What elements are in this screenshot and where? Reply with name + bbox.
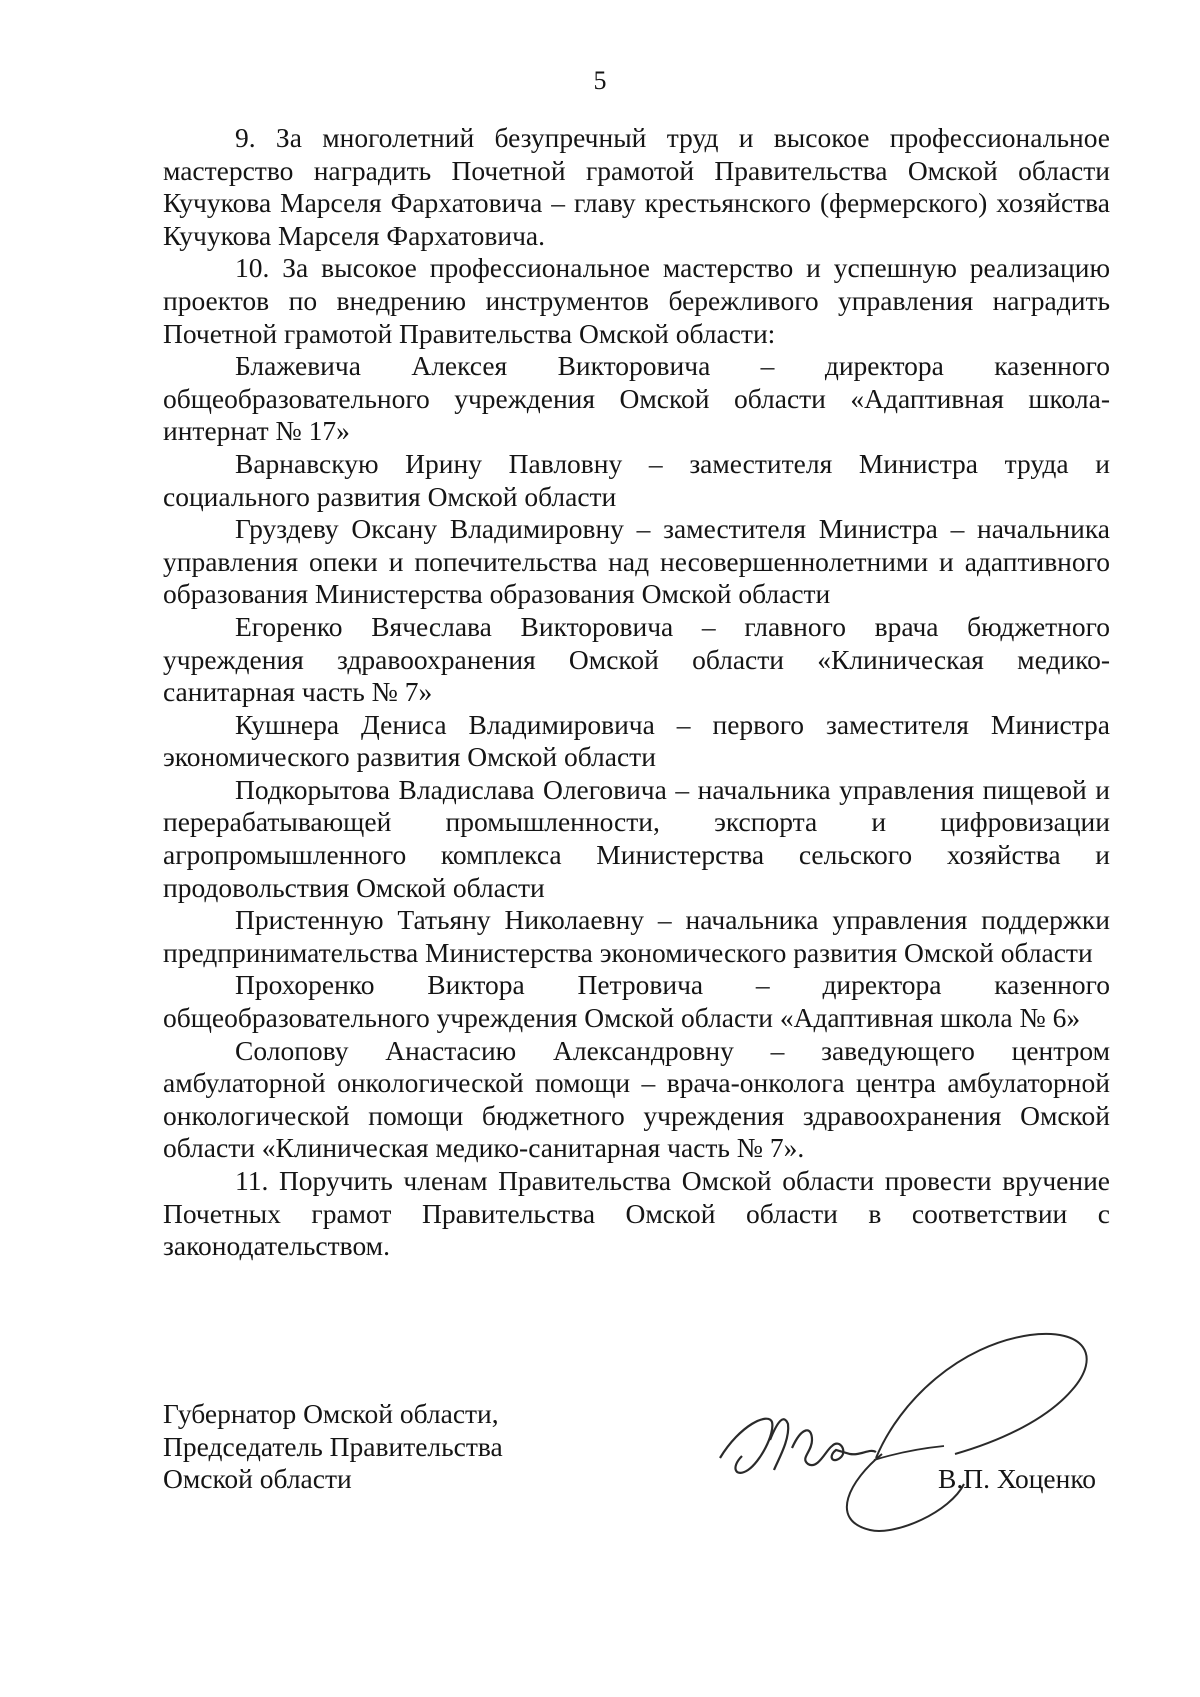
signatory-name: В.П. Хоценко [938, 1463, 1097, 1494]
paragraph-11: 11. Поручить членам Правительства Омской области провести вручение Почетных грамот Правительства Омской области в соответствии с законодательством. [163, 1165, 1110, 1262]
awardee-podkorytov: Подкорытова Владислава Олеговича – начальника управления пищевой и перерабатывающей промышленности, экспорта и цифровизации агропромышленного комплекса Министерства сельского хозяйства и продовольствия Омской области [163, 773, 1110, 903]
document-body [163, 122, 1110, 1263]
awardee-kushner: Кушнера Дениса Владимировича – первого заместителя Министра экономического развития Омской области [163, 708, 1110, 773]
awardee-gruzdeva: Груздеву Оксану Владимировну – заместителя Министра – начальника управления опеки и попечительства над несовершеннолетними и адаптивного образования Министерства образования Омской области [163, 513, 1110, 610]
awardee-pristennaya: Пристенную Татьяну Николаевну – начальника управления поддержки предпринимательства Министерства экономического развития Омской области [163, 904, 1110, 968]
awardee-egorenko: Егоренко Вячеслава Викторовича – главного врача бюджетного учреждения здравоохранения Омской области «Клиническая медико-санитарная часть № 7» [163, 610, 1110, 708]
awardee-solopova: Солопову Анастасию Александровну – заведующего центром амбулаторной онкологической помощи – врача-онколога центра амбулаторной онкологической помощи бюджетного учреждения здравоохранения Омской области «Клиническая медико-санитарная часть № 7». [163, 1034, 1110, 1164]
paragraph-9: 9. За многолетний безупречный труд и высокое профессиональное мастерство наградить Почетной грамотой Правительства Омской области Кучукова Марселя Фархатовича – главу крестьянского (фермерского) хозяйства Кучукова Марселя Фархатовича. [163, 122, 1110, 251]
awardee-varnavskaya: Варнавскую Ирину Павловну – заместителя Министра труда и социального развития Омской области [163, 447, 1110, 512]
signatory-position-line: Омской области [163, 1463, 352, 1495]
signatory-position [163, 1398, 503, 1496]
page-number: 5 [593, 66, 607, 95]
awardee-prokhorenko: Прохоренко Виктора Петровича – директора казенного общеобразовательного учреждения Омской области «Адаптивная школа № 6» [163, 969, 1110, 1034]
handwritten-signature [700, 1330, 1120, 1540]
awardee-blazhevich: Блажевича Алексея Викторовича – директора казенного общеобразовательного учреждения Омской области «Адаптивная школа-интернат № 17» [163, 350, 1110, 447]
signatory-position-line: Председатель Правительства [163, 1430, 503, 1462]
signatory-position-line: Губернатор Омской области, [163, 1398, 499, 1429]
paragraph-10: 10. За высокое профессиональное мастерство и успешную реализацию проектов по внедрению инструментов бережливого управления наградить Почетной грамотой Правительства Омской области: [163, 252, 1110, 349]
